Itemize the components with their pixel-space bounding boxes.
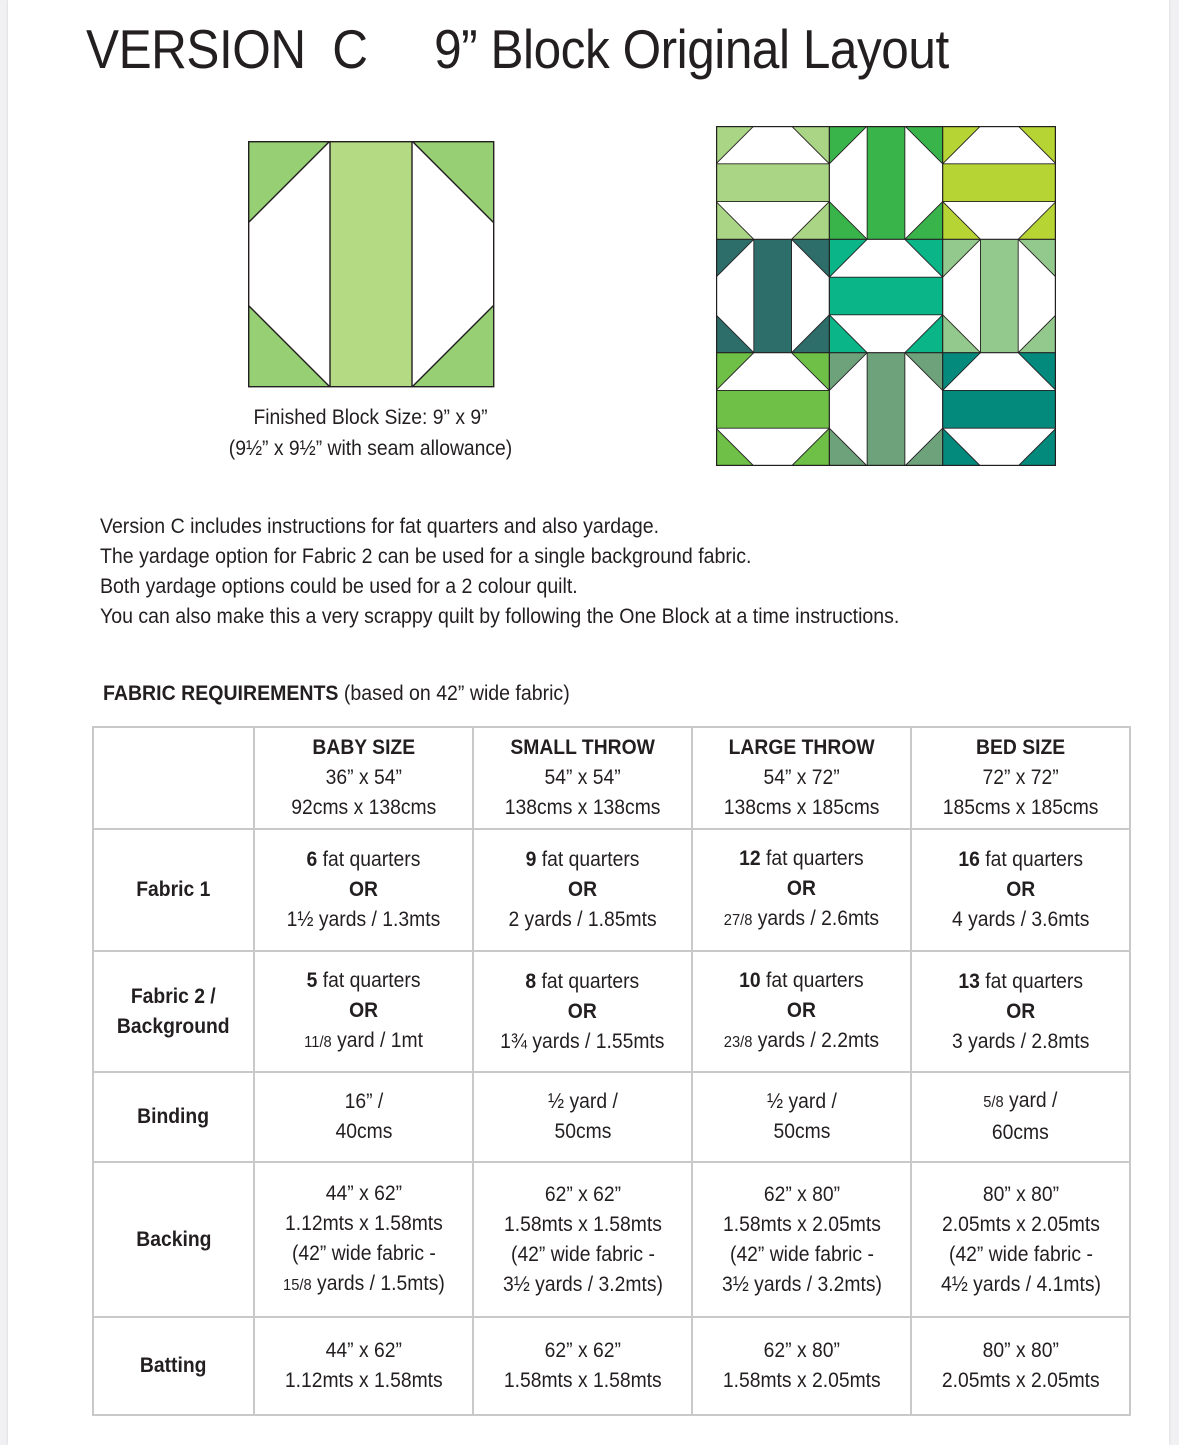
table-cell: 5 fat quarters OR 11/8 yard / 1mt: [254, 951, 473, 1072]
column-name: BABY SIZE: [312, 736, 415, 759]
table-row-backing: [93, 1162, 1130, 1317]
row-label-binding: Binding: [93, 1072, 254, 1162]
quilt-block-5: [829, 239, 942, 352]
column-name: LARGE THROW: [728, 736, 875, 759]
block-size-caption: [216, 402, 524, 464]
table-cell: 6 fat quarters OR 1½ yards / 1.3mts: [254, 829, 473, 951]
column-cms: 138cms x 185cms: [723, 796, 880, 819]
intro-paragraph: [100, 512, 899, 632]
single-block-diagram: [248, 141, 496, 389]
column-cms: 138cms x 138cms: [504, 796, 661, 819]
table-row-batting: [93, 1317, 1130, 1415]
table-cell: 10 fat quarters OR 23/8 yards / 2.2mts: [692, 951, 911, 1072]
column-inches: 36” x 54”: [325, 766, 402, 789]
row-label-batting: Batting: [93, 1317, 254, 1415]
table-header-row: [93, 727, 1130, 829]
fabric-requirements-table: [92, 726, 1131, 1416]
fabric-requirements-note: (based on 42” wide fabric): [343, 682, 570, 705]
table-cell: ½ yard / 50cms: [692, 1072, 911, 1162]
quilt-block-7: [716, 353, 829, 466]
column-cms: 185cms x 185cms: [942, 796, 1099, 819]
column-inches: 72” x 72”: [982, 766, 1059, 789]
table-cell: 9 fat quarters OR 2 yards / 1.85mts: [473, 829, 692, 951]
quilt-block-4: [716, 239, 829, 352]
column-header-baby: [254, 727, 473, 829]
intro-line: The yardage option for Fabric 2 can be used for a single background fabric.: [100, 545, 752, 568]
table-cell: 16 fat quarters OR 4 yards / 3.6mts: [911, 829, 1130, 951]
table-cell: 12 fat quarters OR 27/8 yards / 2.6mts: [692, 829, 911, 951]
quilt-block-2: [829, 126, 942, 239]
table-cell: ½ yard / 50cms: [473, 1072, 692, 1162]
table-cell: 44” x 62” 1.12mts x 1.58mts (42” wide fabric - 15/8 yards / 1.5mts): [254, 1162, 473, 1317]
table-cell: 62” x 80” 1.58mts x 2.05mts: [692, 1317, 911, 1415]
fabric-requirements-title: FABRIC REQUIREMENTS: [103, 682, 339, 705]
table-cell: 62” x 80” 1.58mts x 2.05mts (42” wide fabric - 3½ yards / 3.2mts): [692, 1162, 911, 1317]
row-label-fabric-1: Fabric 1: [93, 829, 254, 951]
column-inches: 54” x 54”: [544, 766, 621, 789]
table-cell: 16” / 40cms: [254, 1072, 473, 1162]
quilt-block-6: [943, 239, 1056, 352]
quilt-block-3: [943, 126, 1056, 239]
table-row-fabric-1: [93, 829, 1130, 951]
column-header-bed: [911, 727, 1130, 829]
quilt-block-9: [943, 353, 1056, 466]
quilt-block-8: [829, 353, 942, 466]
table-cell: 8 fat quarters OR 1¾ yards / 1.55mts: [473, 951, 692, 1072]
column-inches: 54” x 72”: [763, 766, 840, 789]
page-title: VERSION C 9” Block Original Layout: [86, 18, 949, 80]
block-size-finished: Finished Block Size: 9” x 9”: [253, 406, 488, 429]
column-name: SMALL THROW: [510, 736, 655, 759]
quilt-block-1: [716, 126, 829, 239]
block-center-strip: [330, 141, 412, 387]
table-row-fabric-2: [93, 951, 1130, 1072]
table-cell: 44” x 62” 1.12mts x 1.58mts: [254, 1317, 473, 1415]
intro-line: You can also make this a very scrappy quilt by following the One Block at a time instructions.: [100, 605, 900, 628]
fabric-requirements-heading: [103, 679, 570, 709]
column-name: BED SIZE: [975, 736, 1066, 759]
block-size-seam: (9½” x 9½” with seam allowance): [228, 437, 513, 460]
table-cell: 80” x 80” 2.05mts x 2.05mts: [911, 1317, 1130, 1415]
row-label-fabric-2: Fabric 2 / Background: [93, 951, 254, 1072]
column-header-small-throw: [473, 727, 692, 829]
table-cell: 62” x 62” 1.58mts x 1.58mts (42” wide fabric - 3½ yards / 3.2mts): [473, 1162, 692, 1317]
column-cms: 92cms x 138cms: [291, 796, 436, 819]
table-corner-cell: [93, 727, 254, 829]
row-label-backing: Backing: [93, 1162, 254, 1317]
table-cell: 80” x 80” 2.05mts x 2.05mts (42” wide fabric - 4½ yards / 4.1mts): [911, 1162, 1130, 1317]
intro-line: Version C includes instructions for fat quarters and also yardage.: [100, 515, 660, 538]
quilt-layout-preview: [716, 126, 1056, 466]
table-cell: 62” x 62” 1.58mts x 1.58mts: [473, 1317, 692, 1415]
table-cell: 13 fat quarters OR 3 yards / 2.8mts: [911, 951, 1130, 1072]
column-header-large-throw: [692, 727, 911, 829]
table-row-binding: [93, 1072, 1130, 1162]
table-cell: 5/8 yard / 60cms: [911, 1072, 1130, 1162]
intro-line: Both yardage options could be used for a 2 colour quilt.: [100, 575, 578, 598]
